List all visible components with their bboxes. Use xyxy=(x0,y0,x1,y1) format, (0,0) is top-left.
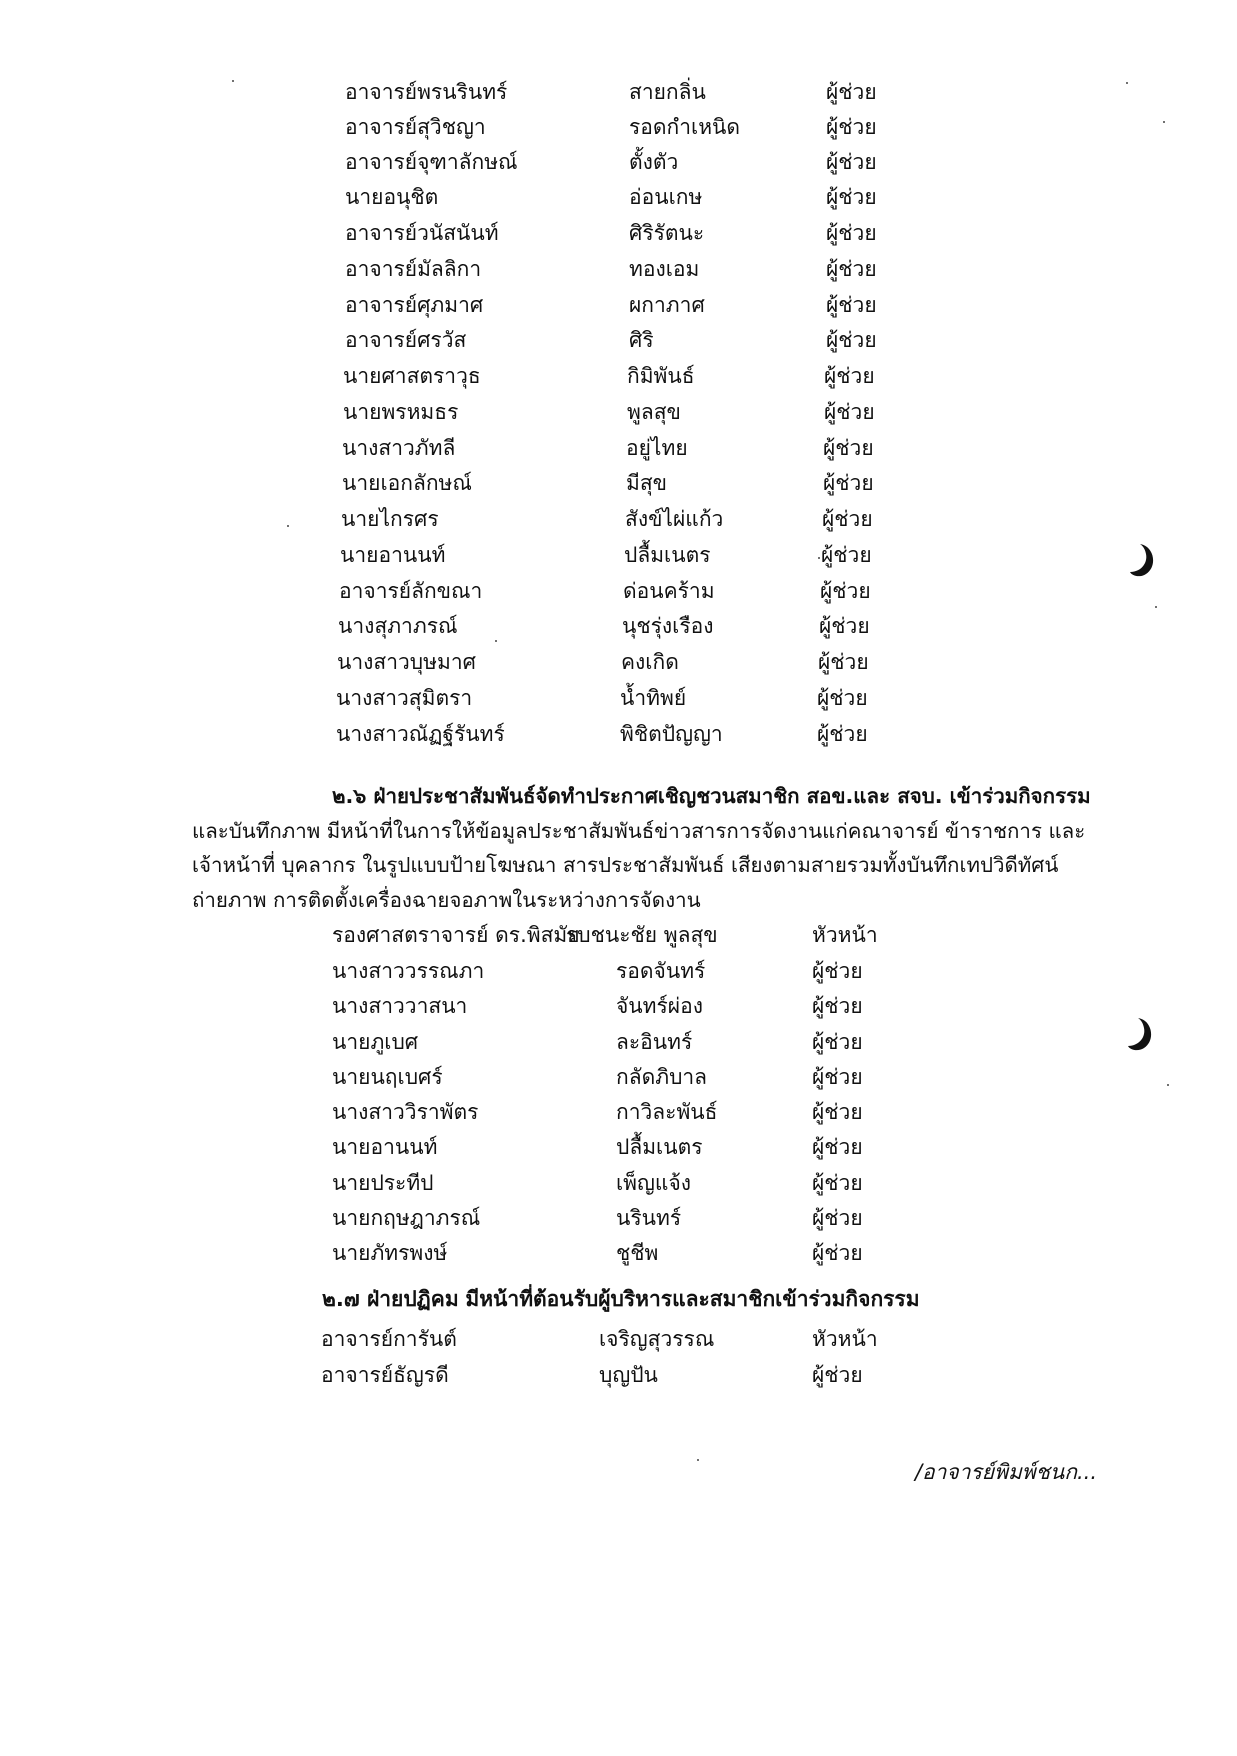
scan-speck xyxy=(1163,121,1165,123)
member-surname: ศิริรัตนะ xyxy=(629,221,705,245)
member-surname: จันทร์ผ่อง xyxy=(616,994,703,1018)
member-surname: กาวิละพันธ์ xyxy=(616,1100,718,1124)
list-item xyxy=(338,609,898,643)
member-surname: เพ็ญแจ้ง xyxy=(616,1171,692,1195)
member-surname: ผกาภาศ xyxy=(629,293,705,317)
scan-speck xyxy=(1155,606,1157,608)
member-surname: เจริญสุวรรณ xyxy=(599,1327,715,1351)
member-name: อาจารย์สุวิชญา xyxy=(345,115,486,139)
member-name: นายนฤเบศร์ xyxy=(332,1065,443,1089)
member-name: นางสาวภัทลี xyxy=(342,436,456,460)
member-name: อาจารย์ลักขณา xyxy=(339,579,483,603)
crescent-mark-icon xyxy=(1126,1016,1158,1052)
member-name: รองศาสตราจารย์ ดร.พิสมัย xyxy=(332,923,580,947)
member-role: ผู้ช่วย xyxy=(818,650,869,674)
list-item xyxy=(332,954,892,988)
list-item xyxy=(332,1025,892,1059)
scan-speck xyxy=(495,640,497,642)
member-surname: อ่อนเกษ xyxy=(629,185,703,209)
member-role: ผู้ช่วย xyxy=(821,543,872,567)
list-item xyxy=(332,989,892,1023)
member-name: อาจารย์การันต์ xyxy=(321,1327,457,1351)
member-surname: ทองเอม xyxy=(629,257,700,281)
member-role: ผู้ช่วย xyxy=(823,471,874,495)
list-item xyxy=(340,538,900,572)
member-role: ผู้ช่วย xyxy=(812,1100,863,1124)
member-role: ผู้ช่วย xyxy=(826,115,877,139)
member-name: นายศาสตราวุธ xyxy=(343,364,481,388)
member-name: นางสาวสุมิตรา xyxy=(336,686,473,710)
member-surname: กลัดภิบาล xyxy=(616,1065,708,1089)
paragraph-line: เจ้าหน้าที่ บุคลากร ในรูปแบบป้ายโฆษณา สารประชาสัมพันธ์ เสียงตามสายรวมทั้งบันทึกเทปวิดีทัศน์ xyxy=(192,853,1059,877)
member-name: นางสาววิราพัตร xyxy=(332,1100,479,1124)
list-item xyxy=(342,466,902,500)
member-role: ผู้ช่วย xyxy=(826,257,877,281)
member-name: นายอานนท์ xyxy=(332,1135,438,1159)
list-item xyxy=(345,288,905,322)
scan-speck xyxy=(818,557,820,559)
member-surname: อยู่ไทย xyxy=(626,436,688,460)
list-item xyxy=(343,395,903,429)
list-item xyxy=(345,110,905,144)
member-name: นายภัทรพงษ์ xyxy=(332,1241,448,1265)
list-item xyxy=(345,180,905,214)
member-name: อาจารย์วนัสนันท์ xyxy=(345,221,499,245)
member-name: อาจารย์ธัญรดี xyxy=(321,1363,449,1387)
member-name: นายไกรศร xyxy=(341,507,439,531)
list-item xyxy=(345,75,905,109)
member-role: ผู้ช่วย xyxy=(817,722,868,746)
list-item xyxy=(345,323,905,357)
member-role: ผู้ช่วย xyxy=(819,614,870,638)
member-surname: น้ำทิพย์ xyxy=(620,686,687,710)
member-name: อาจารย์ศรวัส xyxy=(345,328,467,352)
list-item xyxy=(345,252,905,286)
member-surname: ด่อนคร้าม xyxy=(623,579,715,603)
member-surname: รอดจันทร์ xyxy=(616,959,706,983)
member-name: นายอานนท์ xyxy=(340,543,446,567)
paragraph-line: ถ่ายภาพ การติดตั้งเครื่องฉายจอภาพในระหว่างการจัดงาน xyxy=(192,887,701,912)
list-item xyxy=(332,1060,892,1094)
member-surname: ปลื้มเนตร xyxy=(616,1135,703,1159)
list-item xyxy=(339,574,899,608)
member-role: ผู้ช่วย xyxy=(826,185,877,209)
member-surname: ปลื้มเนตร xyxy=(624,543,711,567)
member-surname: มีสุข xyxy=(626,471,668,495)
scan-speck xyxy=(1167,1084,1169,1086)
member-name: นางสาววรรณภา xyxy=(332,959,485,983)
member-role: ผู้ช่วย xyxy=(824,400,875,424)
member-role: ผู้ช่วย xyxy=(824,364,875,388)
member-role: ผู้ช่วย xyxy=(812,1171,863,1195)
list-item xyxy=(345,145,905,179)
member-surname: ชูชีพ xyxy=(616,1241,659,1265)
member-name: นางสุภาภรณ์ xyxy=(338,614,458,638)
section-2-6-heading xyxy=(192,779,1091,814)
member-role: ผู้ช่วย xyxy=(826,80,877,104)
list-item xyxy=(332,1201,892,1235)
list-item xyxy=(332,1095,892,1129)
section-2-7-heading xyxy=(322,1282,920,1317)
member-surname: รบชนะชัย พูลสุข xyxy=(566,923,718,947)
member-surname: พิชิตปัญญา xyxy=(620,722,723,746)
section-2-6-paragraph xyxy=(192,779,1091,917)
section-number: ๒.๗ xyxy=(322,1287,360,1311)
member-role: ผู้ช่วย xyxy=(820,579,871,603)
member-surname: นรินทร์ xyxy=(616,1206,682,1230)
member-role: ผู้ช่วย xyxy=(812,959,863,983)
member-surname: ละอินทร์ xyxy=(616,1030,693,1054)
member-role: ผู้ช่วย xyxy=(812,1206,863,1230)
member-role: ผู้ช่วย xyxy=(812,1135,863,1159)
member-role: ผู้ช่วย xyxy=(826,150,877,174)
member-name: นายภูเบศ xyxy=(332,1030,419,1054)
section-title: ฝ่ายปฏิคม xyxy=(366,1287,459,1311)
member-surname: รอดกำเหนิด xyxy=(629,115,741,139)
member-role: หัวหน้า xyxy=(812,1327,878,1351)
list-item xyxy=(332,1166,892,1200)
member-role: ผู้ช่วย xyxy=(812,1065,863,1089)
member-surname: พูลสุข xyxy=(627,400,681,424)
member-role: ผู้ช่วย xyxy=(812,1241,863,1265)
continuation-note: /อาจารย์พิมพ์ชนก... xyxy=(914,1460,1097,1484)
list-item xyxy=(332,1130,892,1164)
member-name: นางสาววาสนา xyxy=(332,994,468,1018)
list-item xyxy=(332,1236,892,1270)
crescent-mark-icon xyxy=(1128,542,1160,578)
list-item xyxy=(343,359,903,393)
member-name: นายเอกลักษณ์ xyxy=(342,471,472,495)
member-role: ผู้ช่วย xyxy=(822,507,873,531)
member-name: นางสาวบุษมาศ xyxy=(337,650,476,674)
scan-speck xyxy=(232,80,234,82)
section-number: ๒.๖ xyxy=(332,784,367,808)
member-name: อาจารย์มัลลิกา xyxy=(345,257,482,281)
list-item xyxy=(321,1358,901,1392)
member-role: ผู้ช่วย xyxy=(826,293,877,317)
list-item xyxy=(336,681,896,715)
member-role: ผู้ช่วย xyxy=(812,1030,863,1054)
list-item xyxy=(321,1322,901,1356)
scan-speck xyxy=(1126,82,1128,84)
list-item xyxy=(345,216,905,250)
member-name: อาจารย์ศุภมาศ xyxy=(345,293,484,317)
member-name: อาจารย์จุฑาลักษณ์ xyxy=(345,150,518,174)
member-surname: ตั้งตัว xyxy=(629,150,679,174)
member-name: อาจารย์พรนรินทร์ xyxy=(345,80,508,104)
member-name: นายอนุชิต xyxy=(345,185,439,209)
member-surname: สังข์ไผ่แก้ว xyxy=(625,507,724,531)
list-item xyxy=(342,431,902,465)
member-surname: กิมิพันธ์ xyxy=(627,364,695,388)
section-title: ฝ่ายประชาสัมพันธ์จัดทำประกาศเชิญชวนสมาชิก สอข.และ สจบ. เข้าร่วมกิจกรรม xyxy=(373,784,1091,808)
member-surname: สายกลิ่น xyxy=(629,80,706,104)
member-name: นายกฤษฎาภรณ์ xyxy=(332,1206,481,1230)
member-surname: บุญปัน xyxy=(599,1363,658,1387)
member-surname: ศิริ xyxy=(629,328,654,352)
member-role: ผู้ช่วย xyxy=(823,436,874,460)
member-role: ผู้ช่วย xyxy=(812,994,863,1018)
list-item xyxy=(337,645,897,679)
scan-speck xyxy=(697,1459,699,1461)
member-role: ผู้ช่วย xyxy=(826,221,877,245)
member-role: ผู้ช่วย xyxy=(812,1363,863,1387)
member-name: นางสาวณัฏฐ์รันทร์ xyxy=(336,722,505,746)
section-description: มีหน้าที่ต้อนรับผู้บริหารและสมาชิกเข้าร่วมกิจกรรม xyxy=(465,1287,920,1311)
member-role: ผู้ช่วย xyxy=(826,328,877,352)
list-item xyxy=(332,918,892,952)
list-item xyxy=(336,717,896,751)
member-surname: คงเกิด xyxy=(621,650,679,674)
member-name: นายพรหมธร xyxy=(343,400,459,424)
list-item xyxy=(341,502,901,536)
member-surname: นุชรุ่งเรือง xyxy=(622,614,714,638)
member-role: ผู้ช่วย xyxy=(817,686,868,710)
scan-speck xyxy=(287,525,289,527)
paragraph-line: และบันทึกภาพ มีหน้าที่ในการให้ข้อมูลประชาสัมพันธ์ข่าวสารการจัดงานแก่คณาจารย์ ข้าราชการ และ xyxy=(192,818,1086,843)
member-name: นายประทีป xyxy=(332,1171,434,1195)
member-role: หัวหน้า xyxy=(812,923,878,947)
